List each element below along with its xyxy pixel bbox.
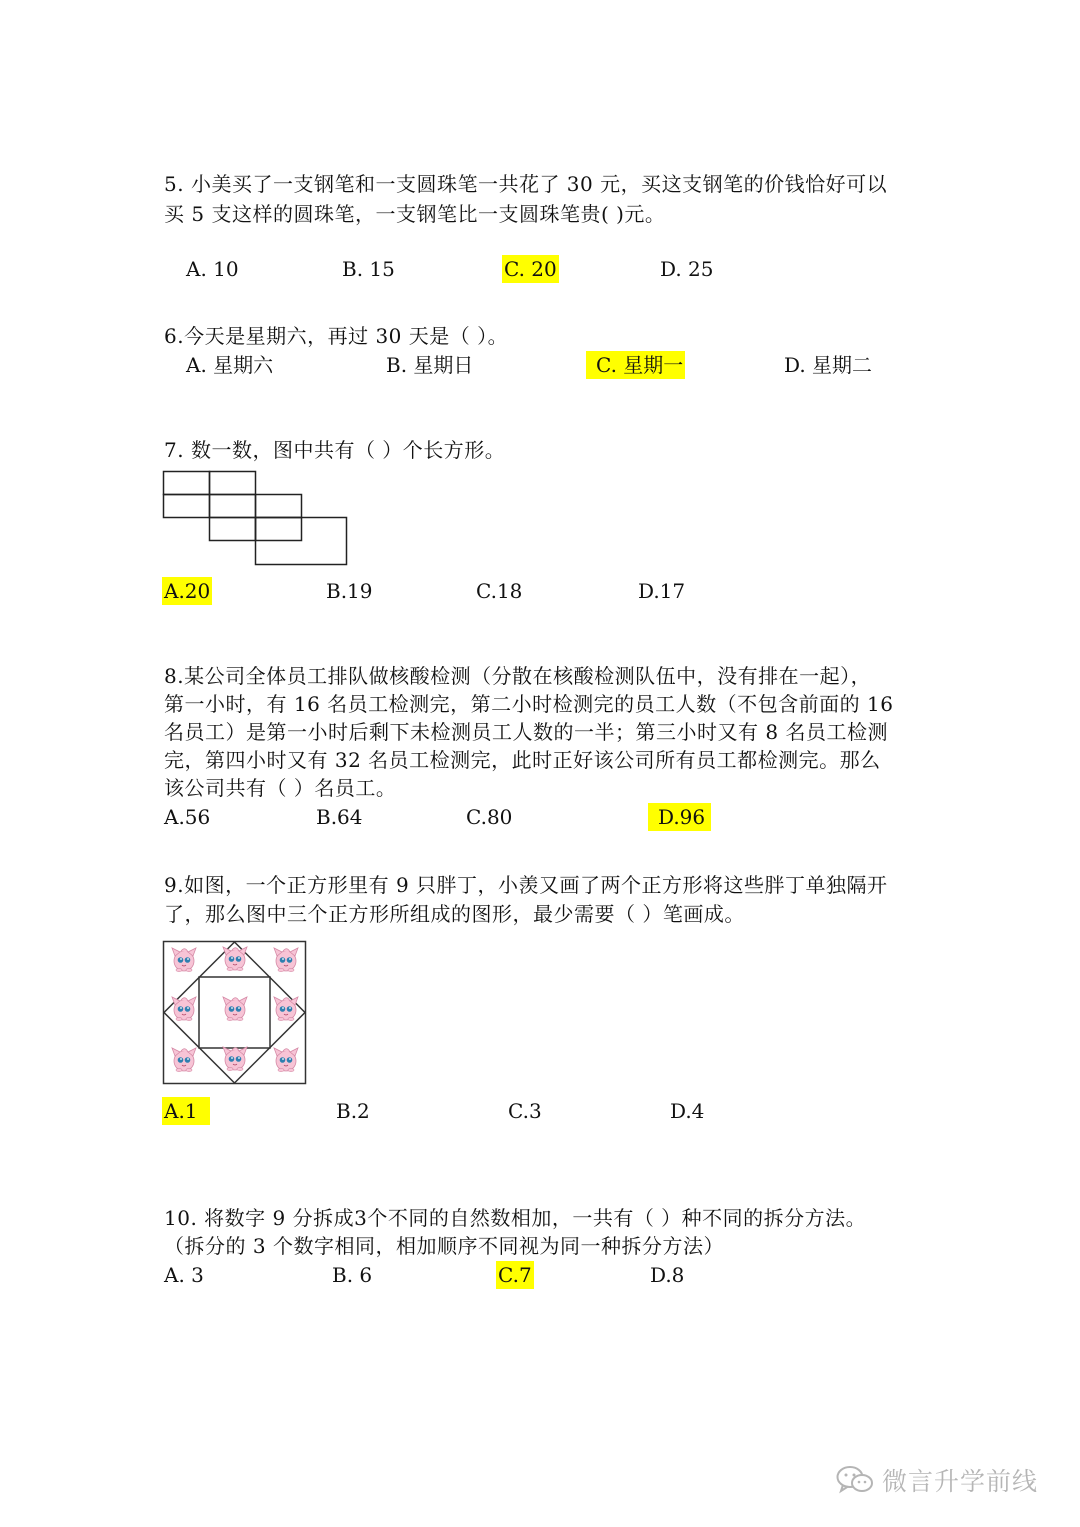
q9-option-d: D.4 [670,1099,705,1123]
q8-option-a: A.56 [164,805,211,829]
q9-option-a-answer: A.1 [162,1097,210,1125]
q10-option-a: A. 3 [164,1263,204,1287]
q9-text-line2: 了，那么图中三个正方形所组成的图形，最少需要（ ）笔画成。 [164,902,745,926]
q7-option-d: D.17 [638,579,686,603]
watermark-text: 微言升学前线 [882,1467,1039,1496]
q6-option-c-answer: C. 星期一 [586,351,685,379]
q8-text-line3: 名员工）是第一小时后剩下未检测员工人数的一半；第三小时又有 8 名员工检测 [164,720,888,744]
q5-option-a: A. 10 [186,257,239,281]
q9-option-b: B.2 [336,1099,370,1123]
q6-text-line1: 6.今天是星期六，再过 30 天是（ ）。 [164,324,509,348]
q6-option-a: A. 星期六 [186,353,274,377]
q6-option-b: B. 星期日 [386,353,474,377]
wechat-icon [836,1465,874,1495]
q8-text-line5: 该公司共有（ ）名员工。 [164,776,397,800]
q7-option-a-answer: A.20 [164,579,211,603]
q7-text-line1: 7. 数一数，图中共有（ ）个长方形。 [164,438,506,462]
q5-option-b: B. 15 [342,257,395,281]
q5-text-line1: 5. 小美买了一支钢笔和一支圆珠笔一共花了 30 元，买这支钢笔的价钱恰好可以 [164,172,888,196]
q8-option-b: B.64 [316,805,363,829]
q5-option-d: D. 25 [660,257,714,281]
watermark [836,1462,1038,1498]
q6-option-d: D. 星期二 [784,353,873,377]
q8-option-d-answer: D.96 [648,803,711,831]
q5-option-c-answer: C. 20 [504,257,557,281]
q10-option-b: B. 6 [332,1263,373,1287]
q8-text-line4: 完，第四小时又有 32 名员工检测完，此时正好该公司所有员工都检测完。那么 [164,748,881,772]
q5-text-line2: 买 5 支这样的圆珠笔，一支钢笔比一支圆珠笔贵( )元。 [164,202,666,226]
q8-text-line2: 第一小时，有 16 名员工检测完，第二小时检测完的员工人数（不包含前面的 16 [164,692,894,716]
q8-option-c: C.80 [466,805,513,829]
q10-text-line1: 10. 将数字 9 分拆成3个不同的自然数相加，一共有（ ）种不同的拆分方法。 [164,1206,867,1230]
q10-text-line2: （拆分的 3 个数字相同，相加顺序不同视为同一种拆分方法） [164,1234,724,1258]
nested-squares-figure [162,940,308,1086]
q8-text-line1: 8.某公司全体员工排队做核酸检测（分散在核酸检测队伍中，没有排在一起）， [164,664,872,688]
q7-option-c: C.18 [476,579,523,603]
q9-text-line1: 9.如图，一个正方形里有 9 只胖丁，小羡又画了两个正方形将这些胖丁单独隔开 [164,873,888,897]
q7-option-b: B.19 [326,579,373,603]
rectangles-figure [162,470,350,568]
q9-option-c: C.3 [508,1099,542,1123]
q10-option-d: D.8 [650,1263,685,1287]
q10-option-c-answer: C.7 [498,1263,532,1287]
